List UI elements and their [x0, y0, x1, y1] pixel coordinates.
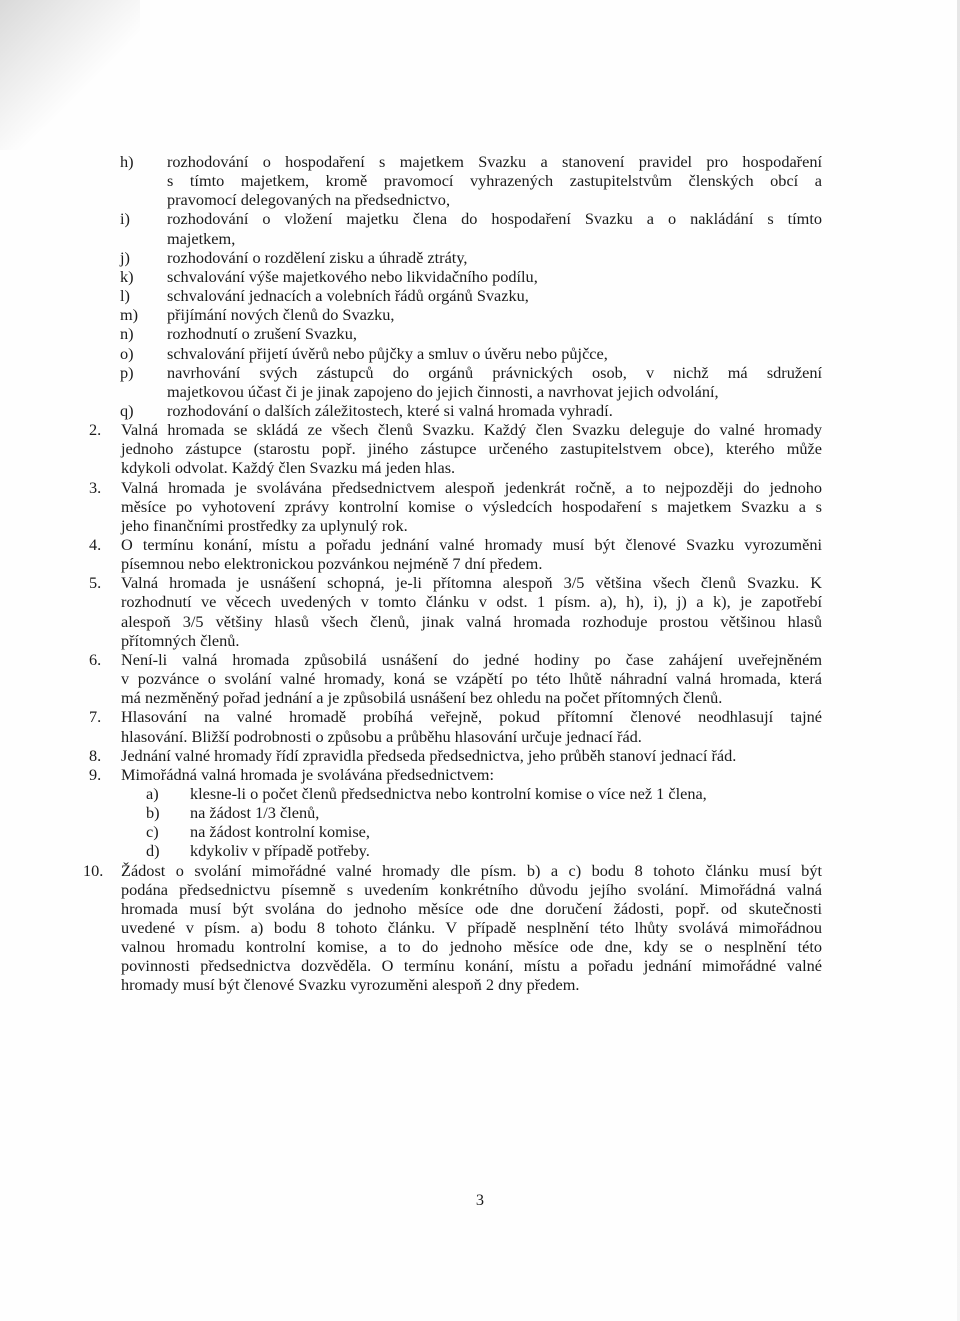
sub-item-text: na žádost 1/3 členů,	[190, 803, 320, 823]
list-item-label: m)	[120, 305, 139, 325]
list-item-label: k)	[120, 266, 134, 286]
numbered-item-text-line: měsíce po vyhotovení zprávy kontrolní komise o výsledcích hospodaření s majetkem Svazku a s	[121, 496, 822, 516]
numbered-item-text-line: Mimořádná valná hromada je svolávána předsednictvem:	[121, 764, 494, 784]
scan-corner-shadow	[0, 0, 140, 150]
list-item-text-line: přijímání nových členů do Svazku,	[167, 305, 395, 325]
numbered-item-text-line: Valná hromada je svolávána předsednictvem alespoň jedenkrát ročně, a to nejpozději do jednoho	[121, 477, 822, 497]
numbered-item-label: 9.	[89, 764, 102, 784]
numbered-item-label: 7.	[89, 707, 102, 727]
numbered-item-text-line: v pozvánce o svolání valné hromady, koná se vzápětí po této lhůtě náhradní valná hromada, která	[121, 669, 822, 689]
list-item-text-line: schvalování výše majetkového nebo likvidačního podílu,	[167, 266, 538, 286]
numbered-item-text-line: jeho finančními prostředky za uplynulý rok.	[121, 515, 408, 535]
numbered-item-label: 8.	[89, 745, 102, 765]
numbered-item-text-line: má nezměněný pořad jednání a je způsobilá usnášení bez ohledu na počet přítomných členů.	[121, 688, 723, 708]
numbered-item-text-line: uvedené v písm. a) bodu 8 tohoto článku. V případě nesplnění této lhůty svolává mimořádnou	[121, 918, 822, 937]
list-item-text-line: schvalování přijetí úvěrů nebo půjčky a smluv o úvěru nebo půjčce,	[167, 343, 608, 363]
list-item-label: i)	[120, 209, 130, 229]
list-item-label: h)	[120, 152, 134, 171]
numbered-item-text-line: alespoň 3/5 většiny hlasů všech členů, jinak valná hromada rozhoduje prostou většinou hlasů	[121, 611, 822, 631]
numbered-item-label: 2.	[89, 420, 102, 440]
list-item-text-line: rozhodování o rozdělení zisku a úhradě ztráty,	[167, 247, 468, 267]
list-item-text-line: majetkem,	[167, 228, 236, 248]
numbered-item-text-line: valnou hromadu kontrolní komise, a to do jednoho měsíce ode dne, kdy se o nesplnění této	[121, 937, 822, 957]
list-item-text-line: pravomocí delegovaných na předsednictvo,	[167, 190, 451, 210]
list-item-label: n)	[120, 324, 134, 344]
sub-item-label: c)	[146, 822, 159, 842]
numbered-item-text-line: Jednání valné hromady řídí zpravidla předseda předsednictva, jeho průběh stanoví jednací řád.	[121, 745, 737, 765]
numbered-item-text-line: rozhodnutí ve věcech uvedených v tomto článku v odst. 1 písm. a), h), i), j) a k), je zapotřebí	[121, 592, 822, 612]
numbered-item-label: 6.	[89, 649, 102, 669]
list-item-text-line: rozhodování o dalších záležitostech, které si valná hromada vyhradí.	[167, 400, 613, 420]
numbered-item-text-line: přítomných členů.	[121, 630, 240, 650]
list-item-label: o)	[120, 343, 134, 363]
numbered-item-text-line: Není-li valná hromada způsobilá usnášení do jedné hodiny po čase zahájení uveřejněném	[121, 649, 822, 669]
sub-item-label: b)	[146, 803, 160, 823]
numbered-item-text-line: podána předsednictvu písemně s uvedením konkrétního důvodu jejího svolání. Mimořádná valná	[121, 879, 822, 899]
page-number: 3	[475, 1190, 485, 1209]
numbered-item-text-line: Žádost o svolání mimořádné valné hromady dle písm. b) a c) bodu 8 tohoto článku musí být	[121, 860, 822, 880]
numbered-item-label: 5.	[89, 573, 102, 593]
numbered-item-text-line: hlasování. Bližší podrobnosti o způsobu a průběhu hlasování určuje jednací řád.	[121, 726, 642, 746]
sub-item-label: d)	[146, 841, 160, 861]
numbered-item-text-line: jednoho zástupce (starostu popř. jiného zástupce určeného zastupitelstvem obce), kterého může	[121, 439, 822, 459]
numbered-item-text-line: kdykoli odvolat. Každý člen Svazku má jeden hlas.	[121, 458, 456, 478]
numbered-item-text-line: Valná hromada je usnášení schopná, je-li přítomna alespoň 3/5 většina všech členů Svazku. K	[121, 573, 822, 593]
numbered-item-label: 10.	[83, 860, 104, 880]
numbered-item-label: 3.	[89, 477, 102, 497]
list-item-label: l)	[120, 286, 130, 306]
numbered-item-label: 4.	[89, 535, 102, 554]
list-item-text-line: navrhování svých zástupců do orgánů právnických osob, v nichž má sdružení	[167, 362, 822, 382]
numbered-item-text-line: hromada musí být svolána do jednoho měsíce ode dne doručení žádosti, popř. od skutečnosti	[121, 898, 822, 918]
list-item-label: q)	[120, 400, 134, 420]
list-item-text-line: rozhodování o hospodaření s majetkem Svazku a stanovení pravidel pro hospodaření	[167, 152, 822, 171]
list-item-label: p)	[120, 362, 134, 382]
list-item-text-line: rozhodnutí o zrušení Svazku,	[167, 324, 357, 344]
numbered-item-text-line: povinnosti předsednictva dozvěděla. O termínu konání, místu a pořadu jednání mimořádné valné	[121, 956, 822, 976]
numbered-item-text-line: písemnou nebo elektronickou pozvánkou nejméně 7 dní předem.	[121, 554, 543, 574]
numbered-item-text-line: hromady musí být členové Svazku vyrozuměni alespoň 2 dny předem.	[121, 975, 580, 995]
sub-item-text: na žádost kontrolní komise,	[190, 822, 370, 842]
sub-item-text: klesne-li o počet členů předsednictva nebo kontrolní komise o více než 1 člena,	[190, 783, 707, 803]
numbered-item-text-line: Valná hromada se skládá ze všech členů Svazku. Každý člen Svazku deleguje do valné hromady	[121, 420, 822, 440]
list-item-label: j)	[120, 247, 130, 267]
numbered-item-text-line: Hlasování na valné hromadě probíhá veřejně, pokud přítomní členové neodhlasují tajné	[121, 707, 822, 727]
list-item-text-line: schvalování jednacích a volebních řádů orgánů Svazku,	[167, 286, 529, 306]
list-item-text-line: rozhodování o vložení majetku člena do hospodaření Svazku a o nakládání s tímto	[167, 209, 822, 229]
numbered-item-text-line: O termínu konání, místu a pořadu jednání valné hromady musí být členové Svazku vyrozuměni	[121, 535, 822, 554]
list-item-text-line: s tímto majetkem, kromě pravomocí vyhrazených zastupitelstvům členských obcí a	[167, 171, 822, 191]
list-item-text-line: majetkovou účast či je jinak zapojeno do jejich činnosti, a navrhovat jejich odvolání,	[167, 381, 719, 401]
sub-item-label: a)	[146, 783, 159, 803]
sub-item-text: kdykoliv v případě potřeby.	[190, 841, 370, 861]
